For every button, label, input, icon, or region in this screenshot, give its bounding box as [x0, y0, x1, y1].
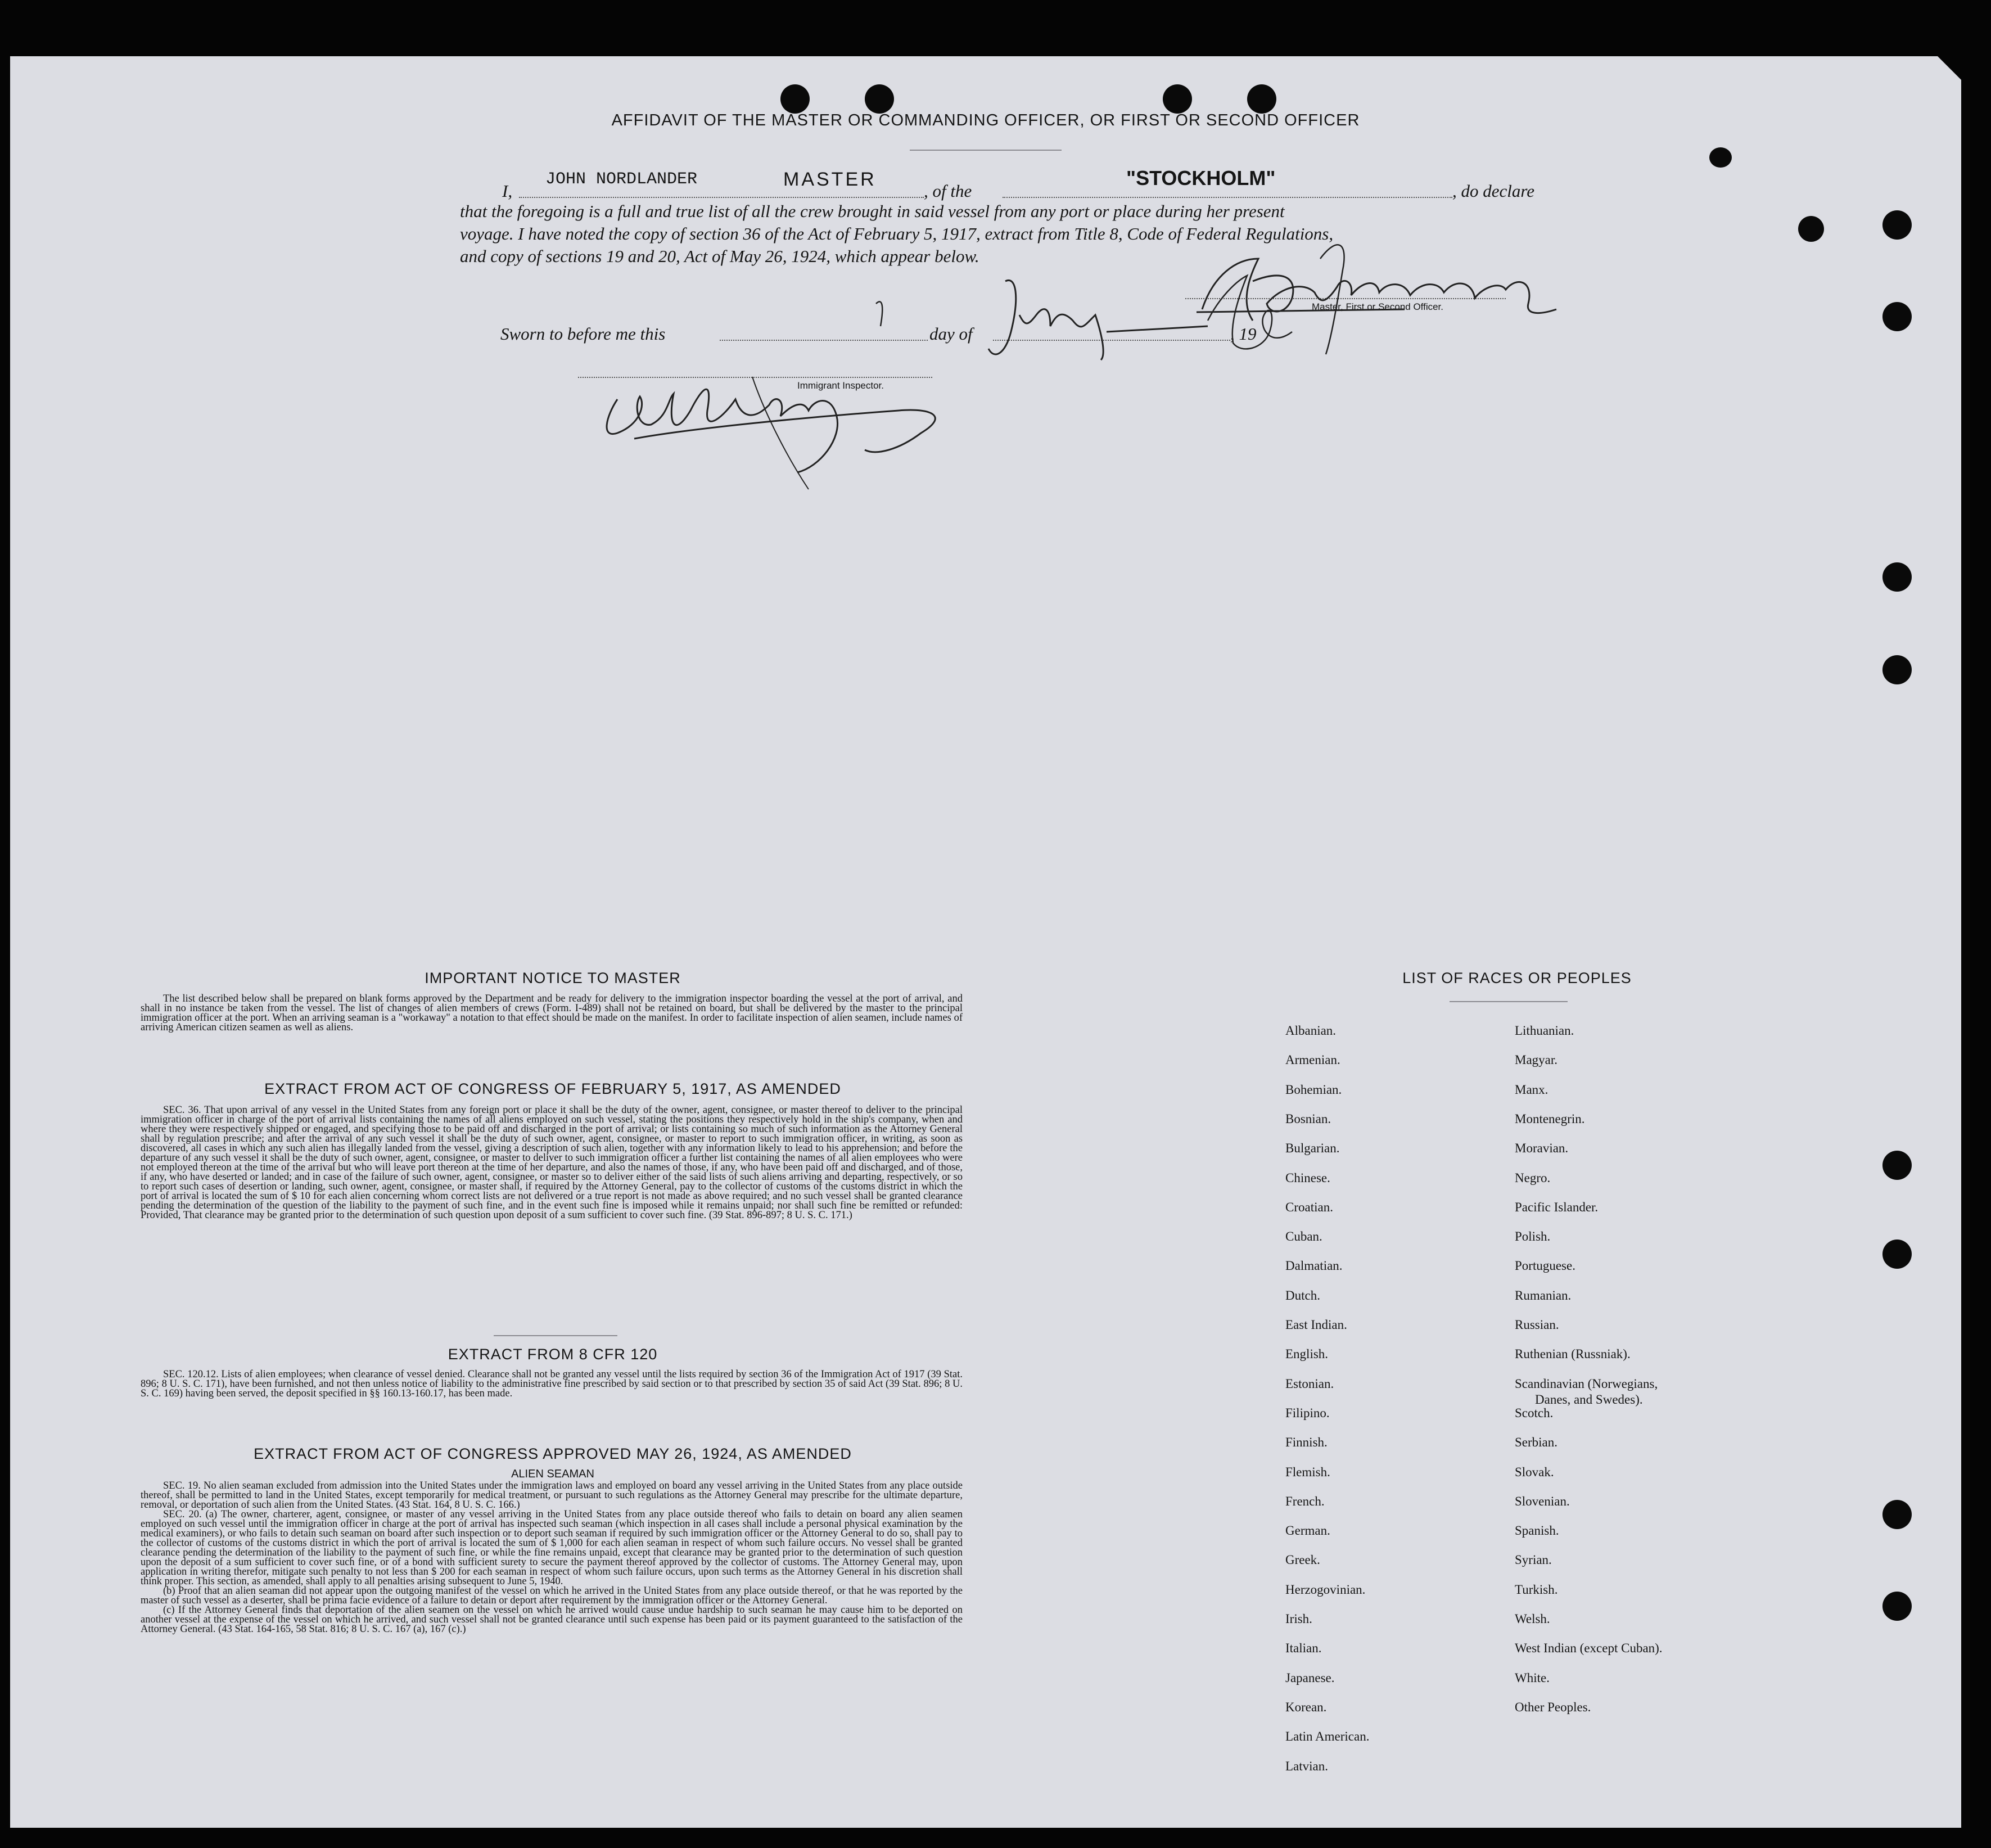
punch-hole — [1882, 1151, 1912, 1180]
race-entry: Albanian. — [1285, 1024, 1337, 1038]
race-entry: Scotch. — [1515, 1405, 1554, 1420]
race-entry: Bosnian. — [1285, 1111, 1331, 1126]
race-entry: Irish. — [1285, 1612, 1312, 1626]
race-entry: Dutch. — [1285, 1288, 1320, 1302]
race-entry: Slovak. — [1515, 1464, 1554, 1479]
punch-hole — [1709, 147, 1732, 168]
sec-20c-paragraph: (c) If the Attorney General finds that deportation of the alien seamen on the vessel on which he arrived would cause undue hardship to such seaman he may cause him to be deported on another vessel at the expense of the vessel on which he arrived, and such vessel shall not be granted clearance until such expense has been paid or its payment guaranteed to the satisfaction of the Attorney General. (43 Stat. 164-165, 58 Stat. 816; 8 U. S. C. 167 (a), 167 (c).) — [141, 1604, 963, 1635]
extract-cfr-text — [141, 1370, 963, 1399]
inspector-signature — [584, 343, 1033, 506]
race-entry: French. — [1285, 1494, 1325, 1508]
extract-1924-text — [141, 1481, 963, 1634]
sec-120-12-paragraph: SEC. 120.12. Lists of alien employees; when clearance of vessel denied. Clearance shall not be granted any vessel until the lists required by section 36 of the Immigration Act of 1917 (39 Stat. 896; 8 U. S. C. 171), have been furnished, and not then unless notice of liability to the administrative fine prescribed by said section or to that prescribed by section 35 of said Act (39 Stat. 896; 8 U. S. C. 169) having been served, the deposit specified in §§ 160.13-160.17, has been made. — [141, 1369, 963, 1399]
race-entry: Croatian. — [1285, 1200, 1333, 1214]
race-entry: Manx. — [1515, 1082, 1548, 1097]
sec-20b-paragraph: (b) Proof that an alien seaman did not appear upon the outgoing manifest of the vessel on which he arrived in the United States from any place outside thereof, or that he was reported by the master of such vessel as a deserter, shall be prima facie evidence of a failure to detain or deport after requirement by the immigration officer or the Attorney General. — [141, 1585, 963, 1606]
title-divider — [910, 150, 1062, 151]
race-entry: Chinese. — [1285, 1170, 1330, 1185]
race-entry: Dalmatian. — [1285, 1259, 1343, 1273]
affidavit-title: AFFIDAVIT OF THE MASTER OR COMMANDING OFFICER, OR FIRST OR SECOND OFFICER — [611, 111, 1360, 129]
race-entry: East Indian. — [1285, 1318, 1347, 1332]
race-entry: Estonian. — [1285, 1376, 1334, 1391]
race-entry: Turkish. — [1515, 1582, 1558, 1597]
punch-hole — [1798, 216, 1824, 242]
officer-caption: Master, First or Second Officer. — [1312, 301, 1443, 312]
race-entry: Polish. — [1515, 1229, 1551, 1244]
folded-corner — [1936, 55, 1962, 81]
race-entry: Other Peoples. — [1515, 1700, 1591, 1714]
race-entry: West Indian (except Cuban). — [1515, 1641, 1663, 1656]
sec-20a-paragraph: SEC. 20. (a) The owner, charterer, agent, consignee, or master of any vessel arriving in the United States from any place outside thereof who fails to detain on board any alien seamen employed on such vessel until the immigration officer in charge at the port of arrival has inspected such seaman (which inspection in all cases shall include a personal physical examination by the medical examiners), or who fails to detain such seaman on board after such inspection or to deport such seaman if required by such immigration officer or the Attorney General to do so, shall pay to the collector of customs of the customs district in which the port of arrival is located the sum of $ 1,000 for each alien seaman in respect of whom such failure occurs. No vessel shall be granted clearance pending the determination of the liability to the payment of such fine, or while the fine remains unpaid, except that clearance may be granted prior to the determination of such question upon the deposit of a sum sufficient to cover such fine, or of a bond with sufficient surety to secure the payment thereof approved by the collector of customs. The Attorney General may, upon application in writing therefor, mitigate such penalty to not less than $ 200 for each seaman in respect of whom such failure occurs, upon such terms as the Attorney General in his discretion shall think proper. This section, as amended, shall apply to all penalties arising subsequent to June 5, 1940. — [141, 1509, 963, 1587]
vessel-line — [1003, 197, 1452, 198]
races-title: LIST OF RACES OR PEOPLES — [1402, 970, 1632, 986]
race-entry: Latvian. — [1285, 1759, 1328, 1773]
affidavit-line-4: and copy of sections 19 and 20, Act of May 26, 1924, which appear below. — [460, 246, 979, 266]
race-entry: German. — [1285, 1524, 1330, 1538]
race-entry: Flemish. — [1285, 1464, 1330, 1479]
race-entry: Portuguese. — [1515, 1259, 1575, 1273]
punch-hole — [1882, 210, 1912, 240]
master-rank: MASTER — [783, 169, 877, 190]
master-name: JOHN NORDLANDER — [545, 170, 698, 189]
race-entry: Latin American. — [1285, 1729, 1370, 1744]
race-entry: Bohemian. — [1285, 1082, 1342, 1097]
race-entry: Russian. — [1515, 1318, 1559, 1332]
races-right-column — [1515, 1024, 1830, 1833]
sec-19-paragraph: SEC. 19. No alien seaman excluded from admission into the United States under the immigration laws and employed on board any vessel arriving in the United States from any place outside thereof, shall be permitted to land in the United States, except temporarily for medical treatment, or pursuant to such regulations as the Attorney General may prescribe for the ultimate departure, removal, or deportation of such alien from the United States. (43 Stat. 164, 8 U. S. C. 166.) — [141, 1480, 963, 1511]
race-entry: Pacific Islander. — [1515, 1200, 1599, 1214]
race-entry: Scandinavian (Norwegians, — [1515, 1376, 1658, 1391]
race-entry: Spanish. — [1515, 1524, 1559, 1538]
race-entry: Lithuanian. — [1515, 1024, 1574, 1038]
sec-36-paragraph: SEC. 36. That upon arrival of any vessel in the United States from any foreign port or place it shall be the duty of the owner, agent, consignee, or master thereof to deliver to the principal immigration officer in charge of the port of arrival lists containing the names of all aliens employed on such vessel, stating the positions they respectively hold in the ship's company, when and where they were respectively shipped or engaged, and specifying those to be paid off and discharged in the port of arrival; or lists containing so much of such information as the Attorney General shall by regulation prescribe; and after the arrival of any such vessel it shall be the duty of such owner, agent, consignee, or master to report to such immigration officer, in writing, as soon as discovered, all cases in which any such alien has illegally landed from the vessel, giving a description of such alien, together with any information likely to lead to his apprehension; and before the departure of any such vessel it shall be the duty of such owner, agent, consignee, or master to deliver to such immigration officer a further list containing the names of all alien employees who were not employed thereon at the time of the arrival but who will leave port thereon at the time of her departure, and also the names of those, if any, who have been paid off and discharged, and of those, if any, who have deserted or landed; and in case of the failure of such owner, agent, consignee, or master so to deliver either of the said lists of such aliens arriving and departing, respectively, or so to report such cases of desertion or landing, such owner, agent, consignee, or master shall, if required by the Attorney General, pay to the collector of customs of the customs district in which the port of arrival is located the sum of $ 10 for each alien concerning whom correct lists are not delivered or a true report is not made as above required; and no such vessel shall be granted clearance pending the determination of the question of the liability to the payment of such fine, and in the event such fine is imposed while it remains unpaid; nor shall such fine be remitted or refunded: Provided, That clearance may be granted prior to the determination of such question upon deposit of a sum sufficient to cover such fine. (39 Stat. 896-897; 8 U. S. C. 171.) — [141, 1105, 963, 1221]
punch-hole — [1882, 655, 1912, 684]
race-entry: Moravian. — [1515, 1141, 1569, 1156]
punch-hole — [1882, 1239, 1912, 1269]
race-entry: Korean. — [1285, 1700, 1327, 1714]
race-entry: Serbian. — [1515, 1435, 1558, 1450]
affidavit-line-3: voyage. I have noted the copy of section 36 of the Act of February 5, 1917, extract from Title 8, Code of Federal Regulations, — [460, 224, 1334, 244]
race-entry: Herzogovinian. — [1285, 1582, 1366, 1597]
alien-seaman-subtitle: ALIEN SEAMAN — [511, 1468, 594, 1480]
races-divider — [1450, 1001, 1568, 1002]
inspector-caption: Immigrant Inspector. — [797, 380, 884, 391]
extract-1917-title: EXTRACT FROM ACT OF CONGRESS OF FEBRUARY 5, 1917, AS AMENDED — [264, 1080, 841, 1097]
punch-hole — [1882, 1592, 1912, 1621]
section-divider — [494, 1335, 617, 1336]
affidavit-pronoun: I, — [502, 181, 513, 201]
race-entry: Greek. — [1285, 1553, 1320, 1567]
race-entry: Syrian. — [1515, 1553, 1552, 1567]
punch-hole — [865, 84, 894, 114]
race-entry: Japanese. — [1285, 1670, 1335, 1685]
race-entry: Danes, and Swedes). — [1535, 1392, 1643, 1407]
punch-hole — [1882, 302, 1912, 331]
name-line — [519, 197, 924, 198]
race-entry: Rumanian. — [1515, 1288, 1572, 1302]
punch-hole — [1882, 562, 1912, 592]
notice-title: IMPORTANT NOTICE TO MASTER — [425, 970, 681, 986]
punch-hole — [1163, 84, 1192, 114]
notice-text — [141, 994, 963, 1033]
day-of-text: day of — [929, 324, 973, 344]
race-entry: Slovenian. — [1515, 1494, 1570, 1508]
race-entry: Montenegrin. — [1515, 1111, 1585, 1126]
race-entry: Negro. — [1515, 1170, 1551, 1185]
extract-cfr-title: EXTRACT FROM 8 CFR 120 — [448, 1346, 658, 1363]
races-left-column — [1285, 1024, 1488, 1833]
affidavit-line-2: that the foregoing is a full and true list of all the crew brought in said vessel from any port or place during her present — [460, 201, 1285, 221]
race-entry: Armenian. — [1285, 1053, 1340, 1067]
race-entry: Ruthenian (Russniak). — [1515, 1347, 1631, 1362]
race-entry: Italian. — [1285, 1641, 1322, 1656]
vessel-name: "STOCKHOLM" — [1126, 166, 1276, 190]
race-entry: English. — [1285, 1347, 1329, 1362]
race-entry: Filipino. — [1285, 1405, 1330, 1420]
punch-hole — [780, 84, 810, 114]
extract-1924-title: EXTRACT FROM ACT OF CONGRESS APPROVED MAY 26, 1924, AS AMENDED — [254, 1445, 852, 1462]
notice-paragraph: The list described below shall be prepared on blank forms approved by the Department and be ready for delivery to the immigration inspector boarding the vessel at the port of arrival, and shall in no instance be taken from the vessel. The list of changes of alien members of crews (Form. I-489) shall not be retained on board, but shall be delivered by the master to the principal immigration officer at the port. When an arriving seaman is a "workaway" a notation to that effect should be made on the manifest. In order to facilitate inspection of alien seamen, include names of arriving American citizen seamen as well as aliens. — [141, 993, 963, 1033]
race-entry: Finnish. — [1285, 1435, 1328, 1450]
punch-hole — [1882, 1500, 1912, 1529]
year-prefix: , 19 — [1230, 324, 1257, 344]
race-entry: Magyar. — [1515, 1053, 1558, 1067]
document-page — [10, 56, 1961, 1828]
race-entry: Cuban. — [1285, 1229, 1322, 1244]
race-entry: Welsh. — [1515, 1612, 1550, 1626]
extract-1917-text — [141, 1106, 963, 1220]
race-entry: White. — [1515, 1670, 1550, 1685]
sworn-prefix: Sworn to before me this — [500, 324, 666, 344]
of-the-text: , of the — [924, 181, 972, 201]
punch-hole — [1247, 84, 1276, 114]
do-declare-text: , do declare — [1452, 181, 1535, 201]
race-entry: Bulgarian. — [1285, 1141, 1340, 1156]
